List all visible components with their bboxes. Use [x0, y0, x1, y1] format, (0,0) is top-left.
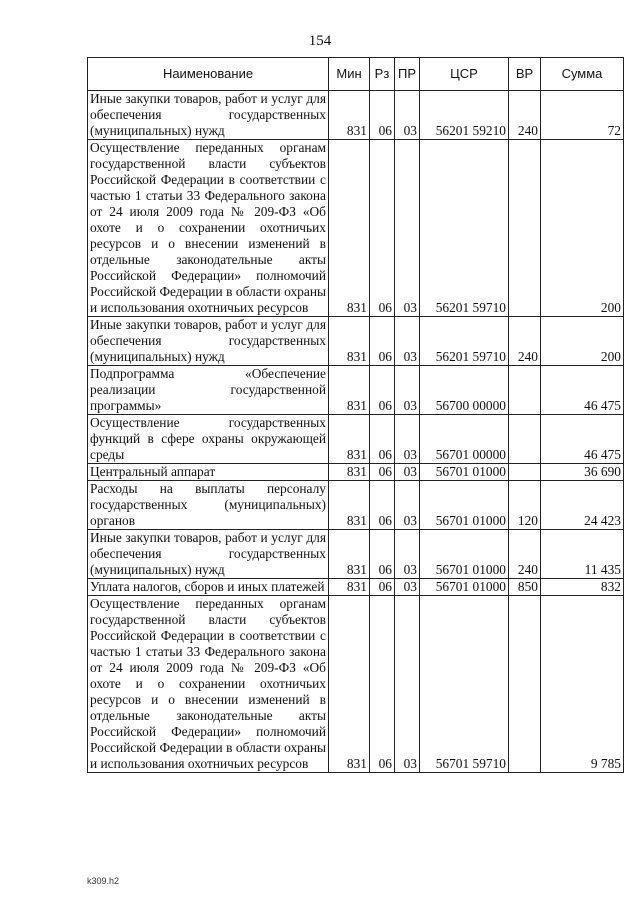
row-vr: [509, 464, 541, 481]
row-pr: 03: [395, 530, 420, 579]
row-name: Иные закупки товаров, работ и услуг для обеспечения государственных (муниципальных) нужд: [88, 530, 329, 579]
row-pr: 03: [395, 140, 420, 317]
row-csr: 56201 59710: [420, 140, 509, 317]
row-name: Иные закупки товаров, работ и услуг для обеспечения государственных (муниципальных) нужд: [88, 317, 329, 366]
row-min: 831: [329, 579, 370, 596]
header-name: Наименование: [88, 58, 329, 91]
header-rz: Рз: [370, 58, 395, 91]
row-sum: 9 785: [541, 596, 624, 773]
table-row: [88, 140, 624, 317]
table-row: [88, 415, 624, 464]
row-csr: 56701 01000: [420, 579, 509, 596]
header-min: Мин: [329, 58, 370, 91]
table-row: [88, 91, 624, 140]
row-pr: 03: [395, 415, 420, 464]
row-vr: [509, 140, 541, 317]
table-row: [88, 464, 624, 481]
row-name: Осуществление переданных органам государственной власти субъектов Российской Федерации в соответствии с частью 1 статьи 33 Федерального закона от 24 июля 2009 года № 209-ФЗ «Об охоте и о сохранении охотничьих ресурсов и о внесении изменений в отдельные законодательные акты Российской Федерации» полномочий Российской Федерации в области охраны и использования охотничьих ресурсов: [88, 596, 329, 773]
row-min: 831: [329, 366, 370, 415]
row-rz: 06: [370, 366, 395, 415]
header-csr: ЦСР: [420, 58, 509, 91]
row-pr: 03: [395, 481, 420, 530]
row-rz: 06: [370, 530, 395, 579]
table-row: [88, 530, 624, 579]
table-row: [88, 366, 624, 415]
row-sum: 11 435: [541, 530, 624, 579]
row-sum: 46 475: [541, 366, 624, 415]
row-rz: 06: [370, 317, 395, 366]
row-rz: 06: [370, 579, 395, 596]
row-csr: 56201 59710: [420, 317, 509, 366]
table-row: [88, 317, 624, 366]
row-sum: 72: [541, 91, 624, 140]
page-number: 154: [308, 33, 332, 49]
row-vr: [509, 366, 541, 415]
row-vr: 240: [509, 530, 541, 579]
table-row: [88, 579, 624, 596]
row-name: Расходы на выплаты персоналу государственных (муниципальных) органов: [88, 481, 329, 530]
row-rz: 06: [370, 415, 395, 464]
row-min: 831: [329, 140, 370, 317]
row-rz: 06: [370, 596, 395, 773]
row-min: 831: [329, 317, 370, 366]
row-name: Осуществление государственных функций в сфере охраны окружающей среды: [88, 415, 329, 464]
row-sum: 46 475: [541, 415, 624, 464]
row-rz: 06: [370, 464, 395, 481]
row-pr: 03: [395, 366, 420, 415]
row-sum: 36 690: [541, 464, 624, 481]
row-pr: 03: [395, 464, 420, 481]
row-min: 831: [329, 91, 370, 140]
table-header-row: [88, 58, 624, 91]
row-pr: 03: [395, 579, 420, 596]
row-name: Центральный аппарат: [88, 464, 329, 481]
table-row: [88, 596, 624, 773]
row-csr: 56201 59210: [420, 91, 509, 140]
row-csr: 56700 00000: [420, 366, 509, 415]
row-name: Уплата налогов, сборов и иных платежей: [88, 579, 329, 596]
row-name: Подпрограмма «Обеспечение реализации государственной программы»: [88, 366, 329, 415]
header-vr: ВР: [509, 58, 541, 91]
header-sum: Сумма: [541, 58, 624, 91]
row-min: 831: [329, 481, 370, 530]
row-pr: 03: [395, 91, 420, 140]
row-vr: 240: [509, 317, 541, 366]
row-vr: 850: [509, 579, 541, 596]
row-vr: [509, 415, 541, 464]
row-sum: 832: [541, 579, 624, 596]
row-min: 831: [329, 415, 370, 464]
row-vr: [509, 596, 541, 773]
budget-table: [87, 57, 624, 773]
row-csr: 56701 01000: [420, 530, 509, 579]
row-min: 831: [329, 464, 370, 481]
header-pr: ПР: [395, 58, 420, 91]
footer-code: k309.h2: [87, 876, 120, 886]
row-rz: 06: [370, 140, 395, 317]
row-name: Иные закупки товаров, работ и услуг для обеспечения государственных (муниципальных) нужд: [88, 91, 329, 140]
row-csr: 56701 00000: [420, 415, 509, 464]
row-sum: 200: [541, 317, 624, 366]
row-csr: 56701 01000: [420, 464, 509, 481]
table-row: [88, 481, 624, 530]
row-rz: 06: [370, 91, 395, 140]
row-pr: 03: [395, 596, 420, 773]
row-rz: 06: [370, 481, 395, 530]
row-csr: 56701 59710: [420, 596, 509, 773]
row-pr: 03: [395, 317, 420, 366]
row-vr: 240: [509, 91, 541, 140]
row-min: 831: [329, 596, 370, 773]
row-csr: 56701 01000: [420, 481, 509, 530]
row-min: 831: [329, 530, 370, 579]
row-name: Осуществление переданных органам государственной власти субъектов Российской Федерации в соответствии с частью 1 статьи 33 Федерального закона от 24 июля 2009 года № 209-ФЗ «Об охоте и о сохранении охотничьих ресурсов и о внесении изменений в отдельные законодательные акты Российской Федерации» полномочий Российской Федерации в области охраны и использования охотничьих ресурсов: [88, 140, 329, 317]
row-sum: 24 423: [541, 481, 624, 530]
row-sum: 200: [541, 140, 624, 317]
row-vr: 120: [509, 481, 541, 530]
